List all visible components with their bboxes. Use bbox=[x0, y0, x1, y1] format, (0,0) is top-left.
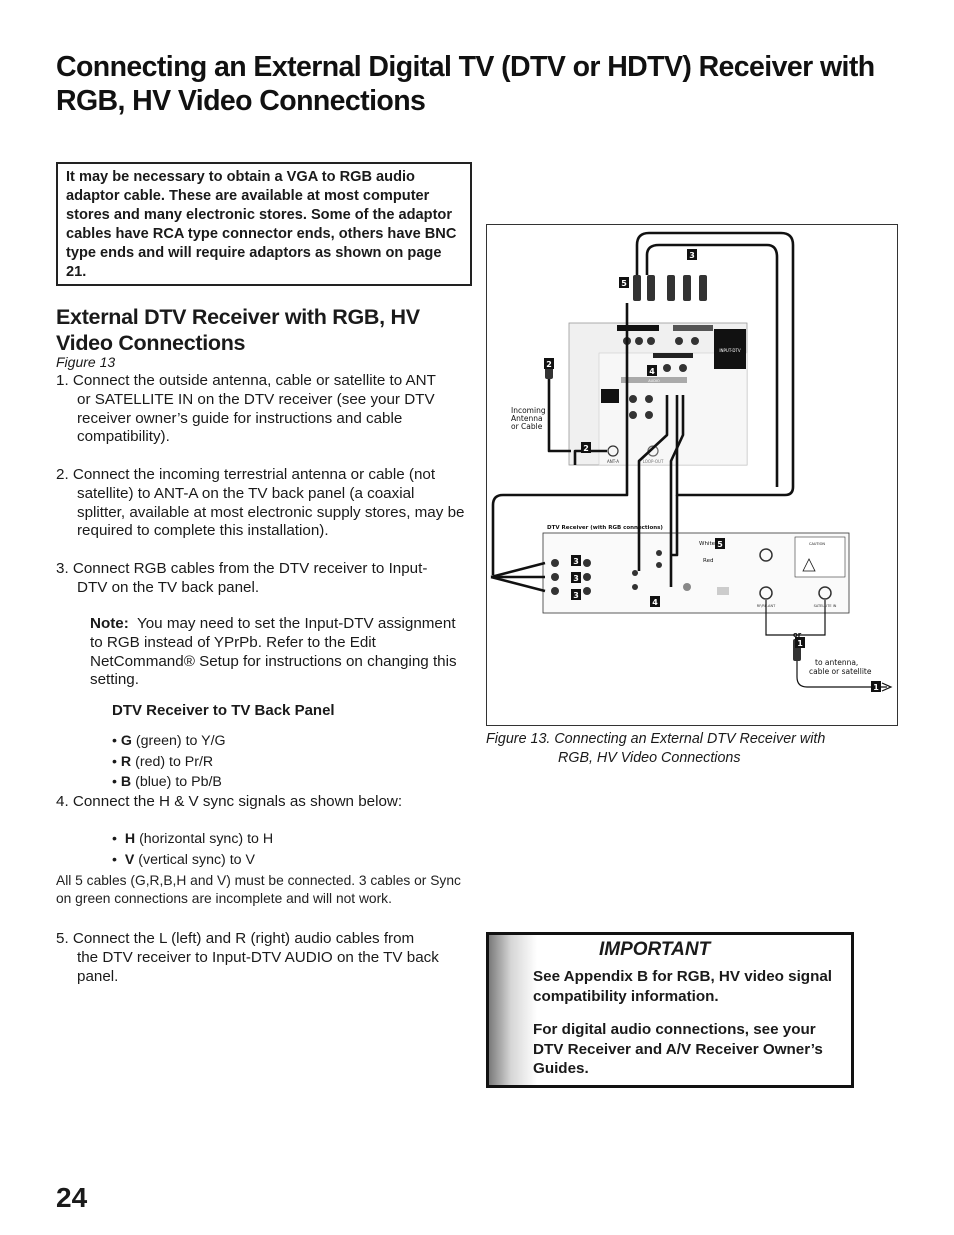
badge-3c: 3 bbox=[573, 591, 579, 600]
rca-plug-icon bbox=[667, 275, 675, 301]
step-5-first-line: 5. Connect the L (left) and R (right) audio cables from bbox=[56, 930, 415, 947]
bullet-h: • H (horizontal sync) to H bbox=[112, 831, 274, 847]
or-label: or bbox=[793, 631, 802, 639]
cables-note: All 5 cables (G,R,B,H and V) must be connected. 3 cables or Sync on green connections are incomplete and will not work. bbox=[56, 873, 461, 906]
step-3 bbox=[56, 560, 466, 598]
section-heading: External DTV Receiver with RGB, HV Video Connections bbox=[56, 305, 420, 355]
note-label: Note: bbox=[90, 615, 129, 632]
important-text-1: See Appendix B for RGB, HV video signal compatibility information. bbox=[533, 968, 833, 1005]
notice-box: It may be necessary to obtain a VGA to RGB audio adaptor cable. These are available at most computer stores and many electronic stores. Some of the adaptor cables have RCA type connector ends, others have BNC type ends and will require adaptors as shown on page 21. bbox=[56, 162, 472, 286]
badge-5: 5 bbox=[621, 279, 627, 288]
step-4: 4. Connect the H & V sync signals as shown below: bbox=[56, 793, 403, 810]
input-dtv-label: INPUT-DTV bbox=[719, 348, 741, 353]
step-5 bbox=[56, 930, 466, 986]
rca-plug-icon bbox=[699, 275, 707, 301]
rca-plug-icon bbox=[647, 275, 655, 301]
important-box bbox=[486, 932, 854, 1088]
bullet-r-key: R bbox=[120, 753, 132, 770]
bullet-r: • R (red) to Pr/R bbox=[112, 753, 214, 770]
step-badges bbox=[544, 249, 881, 692]
incoming-label-3: or Cable bbox=[511, 422, 543, 431]
badge-2: 2 bbox=[546, 360, 552, 369]
figure-reference: Figure 13 bbox=[56, 354, 116, 370]
figure-caption-line-2: RGB, HV Video Connections bbox=[558, 749, 741, 766]
step-1 bbox=[56, 372, 466, 447]
bullet-b: • B (blue) to Pb/B bbox=[112, 774, 222, 790]
badge-4b: 4 bbox=[652, 598, 658, 607]
important-title: IMPORTANT bbox=[599, 939, 711, 960]
step-2-continuation: satellite) to ANT-A on the TV back panel (a coaxial splitter, available at most electronic supply stores, may be required to complete this installation). bbox=[77, 484, 465, 540]
badge-1b: 1 bbox=[873, 683, 879, 692]
rgb-lead-3 bbox=[491, 577, 545, 591]
badge-2b: 2 bbox=[583, 444, 589, 453]
rf-cables bbox=[766, 600, 891, 691]
bullet-v-text: (vertical sync) to V bbox=[138, 851, 255, 868]
badge-1: 1 bbox=[797, 639, 803, 648]
note bbox=[90, 615, 460, 690]
rca-plug-icon bbox=[683, 275, 691, 301]
bullet-h-text: (horizontal sync) to H bbox=[139, 831, 274, 847]
bullet-g: • G (green) to Y/G bbox=[112, 733, 226, 749]
bullet-b-key: B bbox=[120, 774, 132, 790]
ant-a-label: ANT-A bbox=[607, 459, 619, 464]
dtv-receiver bbox=[543, 525, 849, 613]
to-antenna-label-2: cable or satellite bbox=[809, 667, 872, 676]
incoming-label-2: Antenna bbox=[511, 414, 543, 423]
bullet-h-key: H bbox=[124, 831, 136, 847]
page-title: Connecting an External Digital TV (DTV or HDTV) Receiver with RGB, HV Video Connections bbox=[56, 51, 875, 117]
step-3-continuation: DTV on the TV back panel. bbox=[77, 578, 260, 596]
step-1-first-line: 1. Connect the outside antenna, cable or satellite to ANT bbox=[56, 372, 436, 389]
step-3-first-line: 3. Connect RGB cables from the DTV receiver to Input- bbox=[56, 560, 428, 577]
figure-caption bbox=[486, 730, 886, 767]
audio-label: AUDIO bbox=[648, 379, 660, 383]
satellite-in-label: SATELLITE IN bbox=[813, 604, 837, 608]
rf-ant-label: RF/RF-ANT bbox=[756, 604, 776, 608]
step-1-continuation: or SATELLITE IN on the DTV receiver (see your DTV receiver owner’s guide for instructions and cable compatibility). bbox=[77, 390, 435, 446]
note-text: You may need to set the Input-DTV assignment to RGB instead of YPrPb. Refer to the Edit NetCommand® Setup for instructions on changing this setting. bbox=[90, 615, 457, 689]
bullet-v-key: V bbox=[124, 851, 135, 868]
badge-4: 4 bbox=[649, 367, 655, 376]
connection-diagram-svg bbox=[487, 225, 897, 725]
rgb-bullet-list bbox=[112, 731, 412, 793]
badge-3: 3 bbox=[689, 251, 695, 260]
loop-out-label: LOOP-OUT bbox=[642, 459, 664, 464]
step-2-first-line: 2. Connect the incoming terrestrial antenna or cable (not bbox=[56, 466, 436, 483]
incoming-label-1: Incoming bbox=[511, 406, 546, 415]
sync-bullet-list bbox=[112, 829, 412, 870]
step-2 bbox=[56, 466, 466, 541]
rgb-lead-1 bbox=[491, 563, 545, 577]
badge-3b: 3 bbox=[573, 574, 579, 583]
bullet-g-text: (green) to Y/G bbox=[135, 733, 226, 749]
red-label: Red bbox=[703, 558, 714, 564]
white-label: White bbox=[699, 541, 715, 547]
figure-caption-line-1: Figure 13. Connecting an External DTV Receiver with bbox=[486, 731, 826, 747]
badge-3a: 3 bbox=[573, 557, 579, 566]
caution-label: CAUTION bbox=[809, 542, 825, 546]
bullet-r-text: (red) to Pr/R bbox=[135, 753, 214, 770]
bullet-v: • V (vertical sync) to V bbox=[112, 851, 255, 868]
incoming-antenna-cable bbox=[549, 375, 571, 451]
important-text-2: For digital audio connections, see your DTV Receiver and A/V Receiver Owner’s Guides. bbox=[533, 1021, 823, 1077]
bullet-b-text: (blue) to Pb/B bbox=[135, 774, 222, 790]
bullet-g-key: G bbox=[120, 733, 132, 749]
dtv-receiver-label: DTV Receiver (with RGB connections) bbox=[547, 525, 663, 531]
connection-diagram bbox=[486, 224, 898, 726]
page-number: 24 bbox=[56, 1182, 88, 1213]
badge-5b: 5 bbox=[717, 540, 723, 549]
to-antenna-label-1: to antenna, bbox=[815, 658, 859, 667]
dtv-heading: DTV Receiver to TV Back Panel bbox=[112, 702, 335, 719]
step-5-continuation: the DTV receiver to Input-DTV AUDIO on the TV back panel. bbox=[77, 948, 439, 985]
rca-plug-icon bbox=[633, 275, 641, 301]
